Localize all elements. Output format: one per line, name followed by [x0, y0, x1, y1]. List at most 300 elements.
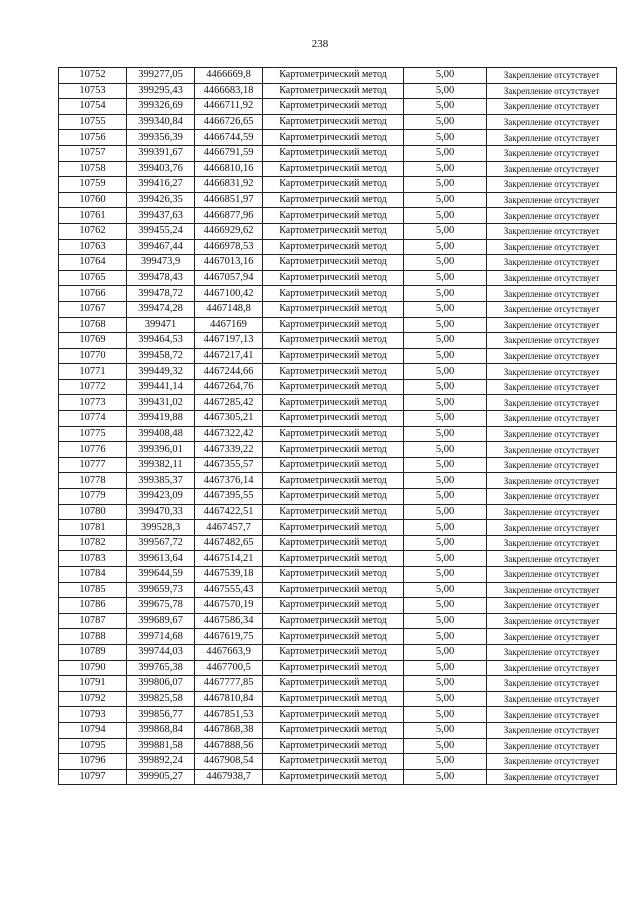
accuracy-cell: 5,00	[404, 223, 487, 239]
accuracy-cell: 5,00	[404, 520, 487, 536]
point-number-cell: 10777	[59, 457, 127, 473]
x-coordinate-cell: 399277,05	[127, 68, 195, 84]
point-number-cell: 10787	[59, 613, 127, 629]
fixation-cell: Закрепление отсутствует	[487, 255, 617, 271]
y-coordinate-cell: 4466726,65	[195, 114, 263, 130]
accuracy-cell: 5,00	[404, 192, 487, 208]
fixation-cell: Закрепление отсутствует	[487, 161, 617, 177]
point-number-cell: 10759	[59, 177, 127, 193]
accuracy-cell: 5,00	[404, 707, 487, 723]
fixation-cell: Закрепление отсутствует	[487, 769, 617, 785]
table-row	[59, 738, 617, 754]
point-number-cell: 10789	[59, 644, 127, 660]
accuracy-cell: 5,00	[404, 567, 487, 583]
table-row	[59, 114, 617, 130]
method-cell: Картометрический метод	[263, 707, 404, 723]
accuracy-cell: 5,00	[404, 535, 487, 551]
x-coordinate-cell: 399473,9	[127, 255, 195, 271]
y-coordinate-cell: 4467169	[195, 317, 263, 333]
point-number-cell: 10781	[59, 520, 127, 536]
fixation-cell: Закрепление отсутствует	[487, 348, 617, 364]
fixation-cell: Закрепление отсутствует	[487, 644, 617, 660]
table-row	[59, 520, 617, 536]
point-number-cell: 10786	[59, 598, 127, 614]
accuracy-cell: 5,00	[404, 722, 487, 738]
y-coordinate-cell: 4467888,56	[195, 738, 263, 754]
point-number-cell: 10776	[59, 442, 127, 458]
point-number-cell: 10765	[59, 270, 127, 286]
method-cell: Картометрический метод	[263, 379, 404, 395]
method-cell: Картометрический метод	[263, 255, 404, 271]
method-cell: Картометрический метод	[263, 192, 404, 208]
fixation-cell: Закрепление отсутствует	[487, 722, 617, 738]
method-cell: Картометрический метод	[263, 738, 404, 754]
x-coordinate-cell: 399437,63	[127, 208, 195, 224]
point-number-cell: 10790	[59, 660, 127, 676]
x-coordinate-cell: 399644,59	[127, 567, 195, 583]
y-coordinate-cell: 4467482,65	[195, 535, 263, 551]
x-coordinate-cell: 399467,44	[127, 239, 195, 255]
table-row	[59, 161, 617, 177]
accuracy-cell: 5,00	[404, 738, 487, 754]
accuracy-cell: 5,00	[404, 379, 487, 395]
table-row	[59, 707, 617, 723]
x-coordinate-cell: 399689,67	[127, 613, 195, 629]
method-cell: Картометрический метод	[263, 769, 404, 785]
accuracy-cell: 5,00	[404, 333, 487, 349]
point-number-cell: 10778	[59, 473, 127, 489]
table-row	[59, 145, 617, 161]
fixation-cell: Закрепление отсутствует	[487, 364, 617, 380]
y-coordinate-cell: 4466810,16	[195, 161, 263, 177]
x-coordinate-cell: 399385,37	[127, 473, 195, 489]
accuracy-cell: 5,00	[404, 676, 487, 692]
fixation-cell: Закрепление отсутствует	[487, 598, 617, 614]
x-coordinate-cell: 399528,3	[127, 520, 195, 536]
fixation-cell: Закрепление отсутствует	[487, 567, 617, 583]
x-coordinate-cell: 399464,53	[127, 333, 195, 349]
method-cell: Картометрический метод	[263, 426, 404, 442]
table-row	[59, 582, 617, 598]
method-cell: Картометрический метод	[263, 567, 404, 583]
accuracy-cell: 5,00	[404, 255, 487, 271]
y-coordinate-cell: 4466669,8	[195, 68, 263, 84]
table-row	[59, 270, 617, 286]
x-coordinate-cell: 399340,84	[127, 114, 195, 130]
x-coordinate-cell: 399567,72	[127, 535, 195, 551]
fixation-cell: Закрепление отсутствует	[487, 301, 617, 317]
method-cell: Картометрический метод	[263, 333, 404, 349]
point-number-cell: 10767	[59, 301, 127, 317]
x-coordinate-cell: 399825,58	[127, 691, 195, 707]
table-row	[59, 598, 617, 614]
point-number-cell: 10769	[59, 333, 127, 349]
fixation-cell: Закрепление отсутствует	[487, 379, 617, 395]
method-cell: Картометрический метод	[263, 520, 404, 536]
fixation-cell: Закрепление отсутствует	[487, 457, 617, 473]
accuracy-cell: 5,00	[404, 504, 487, 520]
method-cell: Картометрический метод	[263, 473, 404, 489]
x-coordinate-cell: 399659,73	[127, 582, 195, 598]
method-cell: Картометрический метод	[263, 317, 404, 333]
table-row	[59, 192, 617, 208]
point-number-cell: 10761	[59, 208, 127, 224]
fixation-cell: Закрепление отсутствует	[487, 270, 617, 286]
coordinates-table	[58, 67, 617, 785]
method-cell: Картометрический метод	[263, 239, 404, 255]
y-coordinate-cell: 4467868,38	[195, 722, 263, 738]
x-coordinate-cell: 399856,77	[127, 707, 195, 723]
accuracy-cell: 5,00	[404, 301, 487, 317]
fixation-cell: Закрепление отсутствует	[487, 177, 617, 193]
point-number-cell: 10784	[59, 567, 127, 583]
y-coordinate-cell: 4467700,5	[195, 660, 263, 676]
y-coordinate-cell: 4466683,18	[195, 83, 263, 99]
method-cell: Картометрический метод	[263, 395, 404, 411]
y-coordinate-cell: 4467539,18	[195, 567, 263, 583]
point-number-cell: 10774	[59, 411, 127, 427]
accuracy-cell: 5,00	[404, 208, 487, 224]
x-coordinate-cell: 399478,72	[127, 286, 195, 302]
table-row	[59, 629, 617, 645]
fixation-cell: Закрепление отсутствует	[487, 489, 617, 505]
point-number-cell: 10772	[59, 379, 127, 395]
x-coordinate-cell: 399474,28	[127, 301, 195, 317]
fixation-cell: Закрепление отсутствует	[487, 520, 617, 536]
point-number-cell: 10797	[59, 769, 127, 785]
y-coordinate-cell: 4467777,85	[195, 676, 263, 692]
method-cell: Картометрический метод	[263, 644, 404, 660]
accuracy-cell: 5,00	[404, 769, 487, 785]
accuracy-cell: 5,00	[404, 629, 487, 645]
y-coordinate-cell: 4467264,76	[195, 379, 263, 395]
method-cell: Картометрический метод	[263, 99, 404, 115]
method-cell: Картометрический метод	[263, 754, 404, 770]
point-number-cell: 10762	[59, 223, 127, 239]
y-coordinate-cell: 4467938,7	[195, 769, 263, 785]
accuracy-cell: 5,00	[404, 270, 487, 286]
table-row	[59, 489, 617, 505]
fixation-cell: Закрепление отсутствует	[487, 551, 617, 567]
point-number-cell: 10791	[59, 676, 127, 692]
y-coordinate-cell: 4467422,51	[195, 504, 263, 520]
point-number-cell: 10795	[59, 738, 127, 754]
fixation-cell: Закрепление отсутствует	[487, 691, 617, 707]
method-cell: Картометрический метод	[263, 161, 404, 177]
y-coordinate-cell: 4467339,22	[195, 442, 263, 458]
x-coordinate-cell: 399356,39	[127, 130, 195, 146]
point-number-cell: 10796	[59, 754, 127, 770]
fixation-cell: Закрепление отсутствует	[487, 83, 617, 99]
table-row	[59, 208, 617, 224]
y-coordinate-cell: 4466877,96	[195, 208, 263, 224]
table-row	[59, 769, 617, 785]
x-coordinate-cell: 399449,32	[127, 364, 195, 380]
fixation-cell: Закрепление отсутствует	[487, 395, 617, 411]
table-row	[59, 130, 617, 146]
point-number-cell: 10780	[59, 504, 127, 520]
accuracy-cell: 5,00	[404, 145, 487, 161]
fixation-cell: Закрепление отсутствует	[487, 613, 617, 629]
point-number-cell: 10764	[59, 255, 127, 271]
y-coordinate-cell: 4467851,53	[195, 707, 263, 723]
table-row	[59, 395, 617, 411]
accuracy-cell: 5,00	[404, 130, 487, 146]
page-number: 238	[311, 38, 329, 50]
fixation-cell: Закрепление отсутствует	[487, 317, 617, 333]
method-cell: Картометрический метод	[263, 676, 404, 692]
method-cell: Картометрический метод	[263, 286, 404, 302]
point-number-cell: 10794	[59, 722, 127, 738]
y-coordinate-cell: 4467100,42	[195, 286, 263, 302]
point-number-cell: 10775	[59, 426, 127, 442]
point-number-cell: 10754	[59, 99, 127, 115]
x-coordinate-cell: 399426,35	[127, 192, 195, 208]
point-number-cell: 10756	[59, 130, 127, 146]
table-row	[59, 660, 617, 676]
y-coordinate-cell: 4467570,19	[195, 598, 263, 614]
fixation-cell: Закрепление отсутствует	[487, 738, 617, 754]
table-row	[59, 255, 617, 271]
y-coordinate-cell: 4466831,92	[195, 177, 263, 193]
table-row	[59, 426, 617, 442]
accuracy-cell: 5,00	[404, 239, 487, 255]
accuracy-cell: 5,00	[404, 286, 487, 302]
fixation-cell: Закрепление отсутствует	[487, 504, 617, 520]
x-coordinate-cell: 399455,24	[127, 223, 195, 239]
y-coordinate-cell: 4467285,42	[195, 395, 263, 411]
y-coordinate-cell: 4467555,43	[195, 582, 263, 598]
x-coordinate-cell: 399416,27	[127, 177, 195, 193]
method-cell: Картометрический метод	[263, 223, 404, 239]
point-number-cell: 10792	[59, 691, 127, 707]
table-row	[59, 68, 617, 84]
method-cell: Картометрический метод	[263, 489, 404, 505]
method-cell: Картометрический метод	[263, 598, 404, 614]
method-cell: Картометрический метод	[263, 582, 404, 598]
table-row	[59, 442, 617, 458]
x-coordinate-cell: 399431,02	[127, 395, 195, 411]
method-cell: Картометрический метод	[263, 270, 404, 286]
fixation-cell: Закрепление отсутствует	[487, 208, 617, 224]
accuracy-cell: 5,00	[404, 613, 487, 629]
accuracy-cell: 5,00	[404, 68, 487, 84]
y-coordinate-cell: 4466851,97	[195, 192, 263, 208]
table-row	[59, 364, 617, 380]
accuracy-cell: 5,00	[404, 442, 487, 458]
x-coordinate-cell: 399806,07	[127, 676, 195, 692]
y-coordinate-cell: 4467244,66	[195, 364, 263, 380]
method-cell: Картометрический метод	[263, 68, 404, 84]
point-number-cell: 10766	[59, 286, 127, 302]
fixation-cell: Закрепление отсутствует	[487, 239, 617, 255]
accuracy-cell: 5,00	[404, 473, 487, 489]
x-coordinate-cell: 399613,64	[127, 551, 195, 567]
point-number-cell: 10779	[59, 489, 127, 505]
table-row	[59, 754, 617, 770]
fixation-cell: Закрепление отсутствует	[487, 676, 617, 692]
x-coordinate-cell: 399905,27	[127, 769, 195, 785]
accuracy-cell: 5,00	[404, 364, 487, 380]
accuracy-cell: 5,00	[404, 489, 487, 505]
y-coordinate-cell: 4467457,7	[195, 520, 263, 536]
point-number-cell: 10752	[59, 68, 127, 84]
x-coordinate-cell: 399403,76	[127, 161, 195, 177]
table-row	[59, 177, 617, 193]
table-row	[59, 286, 617, 302]
method-cell: Картометрический метод	[263, 130, 404, 146]
fixation-cell: Закрепление отсутствует	[487, 473, 617, 489]
table-row	[59, 348, 617, 364]
fixation-cell: Закрепление отсутствует	[487, 426, 617, 442]
accuracy-cell: 5,00	[404, 551, 487, 567]
table-row	[59, 411, 617, 427]
x-coordinate-cell: 399881,58	[127, 738, 195, 754]
point-number-cell: 10758	[59, 161, 127, 177]
point-number-cell: 10788	[59, 629, 127, 645]
point-number-cell: 10773	[59, 395, 127, 411]
y-coordinate-cell: 4467514,21	[195, 551, 263, 567]
method-cell: Картометрический метод	[263, 442, 404, 458]
table-row	[59, 317, 617, 333]
fixation-cell: Закрепление отсутствует	[487, 286, 617, 302]
point-number-cell: 10770	[59, 348, 127, 364]
fixation-cell: Закрепление отсутствует	[487, 333, 617, 349]
accuracy-cell: 5,00	[404, 99, 487, 115]
method-cell: Картометрический метод	[263, 691, 404, 707]
accuracy-cell: 5,00	[404, 691, 487, 707]
method-cell: Картометрический метод	[263, 145, 404, 161]
point-number-cell: 10793	[59, 707, 127, 723]
x-coordinate-cell: 399744,03	[127, 644, 195, 660]
coordinates-table-body	[59, 68, 617, 785]
table-row	[59, 644, 617, 660]
accuracy-cell: 5,00	[404, 114, 487, 130]
table-row	[59, 676, 617, 692]
point-number-cell: 10763	[59, 239, 127, 255]
accuracy-cell: 5,00	[404, 426, 487, 442]
table-row	[59, 504, 617, 520]
y-coordinate-cell: 4467197,13	[195, 333, 263, 349]
y-coordinate-cell: 4467663,9	[195, 644, 263, 660]
x-coordinate-cell: 399391,67	[127, 145, 195, 161]
table-row	[59, 722, 617, 738]
method-cell: Картометрический метод	[263, 83, 404, 99]
method-cell: Картометрический метод	[263, 114, 404, 130]
accuracy-cell: 5,00	[404, 317, 487, 333]
x-coordinate-cell: 399470,33	[127, 504, 195, 520]
fixation-cell: Закрепление отсутствует	[487, 192, 617, 208]
y-coordinate-cell: 4467355,57	[195, 457, 263, 473]
y-coordinate-cell: 4467217,41	[195, 348, 263, 364]
method-cell: Картометрический метод	[263, 208, 404, 224]
table-row	[59, 551, 617, 567]
accuracy-cell: 5,00	[404, 457, 487, 473]
table-row	[59, 691, 617, 707]
fixation-cell: Закрепление отсутствует	[487, 535, 617, 551]
y-coordinate-cell: 4467619,75	[195, 629, 263, 645]
accuracy-cell: 5,00	[404, 644, 487, 660]
accuracy-cell: 5,00	[404, 660, 487, 676]
point-number-cell: 10768	[59, 317, 127, 333]
x-coordinate-cell: 399765,38	[127, 660, 195, 676]
method-cell: Картометрический метод	[263, 364, 404, 380]
method-cell: Картометрический метод	[263, 613, 404, 629]
x-coordinate-cell: 399326,69	[127, 99, 195, 115]
x-coordinate-cell: 399382,11	[127, 457, 195, 473]
y-coordinate-cell: 4467013,16	[195, 255, 263, 271]
method-cell: Картометрический метод	[263, 457, 404, 473]
x-coordinate-cell: 399423,09	[127, 489, 195, 505]
table-row	[59, 99, 617, 115]
accuracy-cell: 5,00	[404, 411, 487, 427]
y-coordinate-cell: 4466791,59	[195, 145, 263, 161]
y-coordinate-cell: 4467322,42	[195, 426, 263, 442]
y-coordinate-cell: 4467376,14	[195, 473, 263, 489]
fixation-cell: Закрепление отсутствует	[487, 442, 617, 458]
fixation-cell: Закрепление отсутствует	[487, 629, 617, 645]
table-row	[59, 223, 617, 239]
y-coordinate-cell: 4466929,62	[195, 223, 263, 239]
fixation-cell: Закрепление отсутствует	[487, 114, 617, 130]
point-number-cell: 10753	[59, 83, 127, 99]
method-cell: Картометрический метод	[263, 301, 404, 317]
table-row	[59, 535, 617, 551]
x-coordinate-cell: 399478,43	[127, 270, 195, 286]
x-coordinate-cell: 399714,68	[127, 629, 195, 645]
fixation-cell: Закрепление отсутствует	[487, 411, 617, 427]
point-number-cell: 10771	[59, 364, 127, 380]
y-coordinate-cell: 4467908,54	[195, 754, 263, 770]
y-coordinate-cell: 4467057,94	[195, 270, 263, 286]
table-row	[59, 83, 617, 99]
y-coordinate-cell: 4467810,84	[195, 691, 263, 707]
fixation-cell: Закрепление отсутствует	[487, 660, 617, 676]
x-coordinate-cell: 399471	[127, 317, 195, 333]
fixation-cell: Закрепление отсутствует	[487, 707, 617, 723]
point-number-cell: 10760	[59, 192, 127, 208]
x-coordinate-cell: 399295,43	[127, 83, 195, 99]
x-coordinate-cell: 399408,48	[127, 426, 195, 442]
x-coordinate-cell: 399441,14	[127, 379, 195, 395]
method-cell: Картометрический метод	[263, 348, 404, 364]
method-cell: Картометрический метод	[263, 504, 404, 520]
table-row	[59, 333, 617, 349]
table-row	[59, 301, 617, 317]
x-coordinate-cell: 399419,88	[127, 411, 195, 427]
y-coordinate-cell: 4467395,55	[195, 489, 263, 505]
method-cell: Картометрический метод	[263, 722, 404, 738]
y-coordinate-cell: 4467305,21	[195, 411, 263, 427]
fixation-cell: Закрепление отсутствует	[487, 130, 617, 146]
fixation-cell: Закрепление отсутствует	[487, 223, 617, 239]
fixation-cell: Закрепление отсутствует	[487, 754, 617, 770]
x-coordinate-cell: 399868,84	[127, 722, 195, 738]
fixation-cell: Закрепление отсутствует	[487, 582, 617, 598]
method-cell: Картометрический метод	[263, 535, 404, 551]
point-number-cell: 10782	[59, 535, 127, 551]
y-coordinate-cell: 4466711,92	[195, 99, 263, 115]
table-row	[59, 613, 617, 629]
accuracy-cell: 5,00	[404, 582, 487, 598]
accuracy-cell: 5,00	[404, 177, 487, 193]
y-coordinate-cell: 4466744,59	[195, 130, 263, 146]
y-coordinate-cell: 4467148,8	[195, 301, 263, 317]
method-cell: Картометрический метод	[263, 177, 404, 193]
table-row	[59, 567, 617, 583]
accuracy-cell: 5,00	[404, 395, 487, 411]
point-number-cell: 10785	[59, 582, 127, 598]
